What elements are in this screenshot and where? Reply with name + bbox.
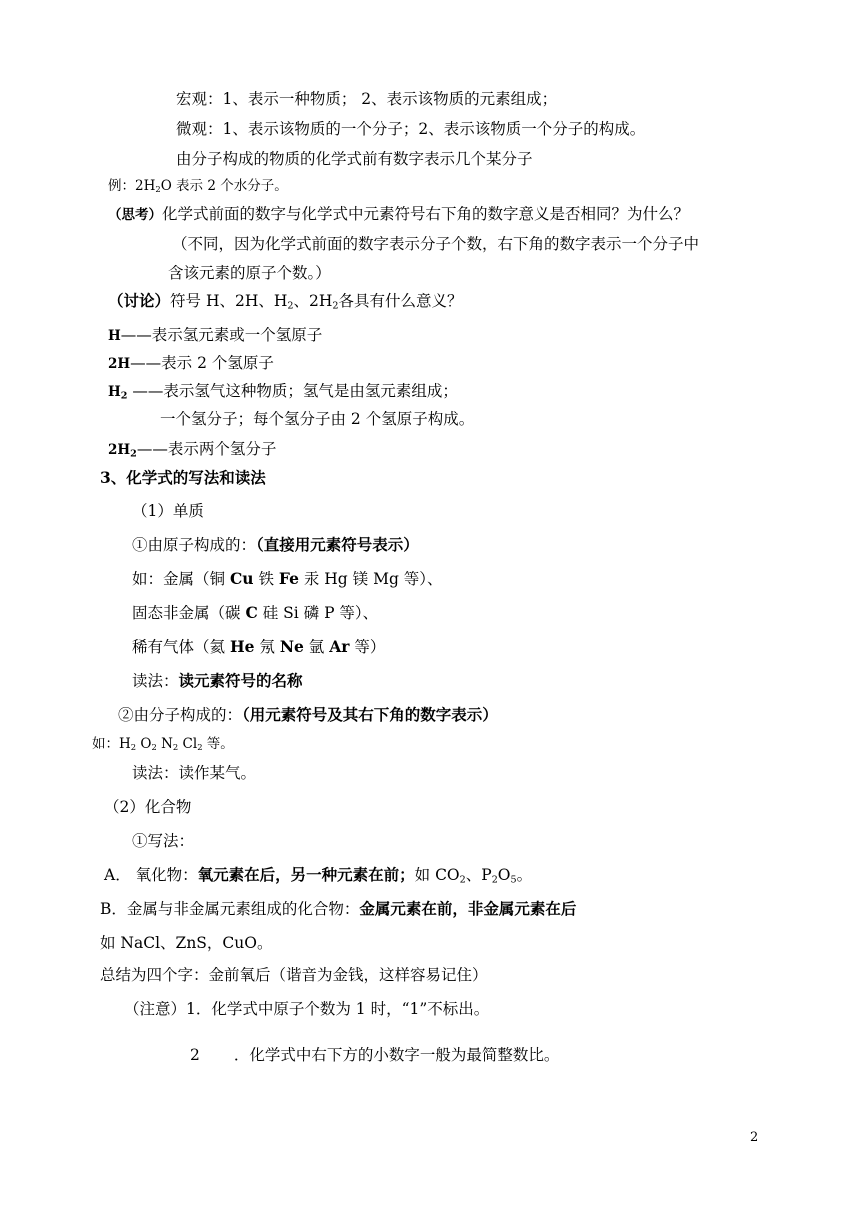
micro-meaning-line: 微观：1、表示该物质的一个分子；2、表示该物质一个分子的构成。	[176, 120, 646, 138]
section-heading: 3、化学式的写法和读法	[100, 468, 266, 487]
gas-reading-line: 读法：读作某气。	[132, 764, 257, 782]
molecule-example-line: 如：$H_2$ $O_2$ $N_2$ $Cl_2$ 等。	[92, 736, 234, 753]
2h2-meaning-line: $2H_2——$表示两个氢分子	[108, 440, 277, 460]
discuss-question-line: （讨论）符号 H、2H、$H_2$、$2H_2$各具有什么意义？	[108, 291, 463, 312]
page-number: 2	[750, 1130, 759, 1145]
h-meaning-line: H——表示氢元素或一个氢原子	[108, 326, 323, 344]
atom-built-line: ①由原子构成的：（直接用元素符号表示）	[132, 535, 419, 554]
molecule-built-line: ②由分子构成的：（用元素符号及其右下角的数字表示）	[118, 705, 498, 724]
note-line-2: 2 ．化学式中右下方的小数字一般为最简整数比。	[190, 1046, 560, 1064]
h2-meaning-line: $H_2$ ——表示氢气这种物质；氢气是由氢元素组成；	[108, 382, 458, 402]
noble-gas-example-line: 稀有气体（氦 He 氖 Ne 氩 Ar 等）	[132, 637, 386, 656]
h2-meaning-line-2: 一个氢分子；每个氢分子由 2 个氢原子构成。	[160, 410, 475, 428]
nonmetal-example-line: 固态非金属（碳 C 硅 Si 磷 P 等）、	[132, 603, 379, 622]
metal-nonmetal-rule-line: B．金属与非金属元素组成的化合物：金属元素在前，非金属元素在后	[100, 899, 577, 918]
summary-line: 总结为四个字：金前氧后（谐音为金钱，这样容易记住）	[100, 966, 488, 984]
2h-meaning-line: 2H——表示 2 个氢原子	[108, 354, 274, 372]
water-example-line: 例：$2H_2O$ 表示 2 个水分子。	[108, 178, 288, 195]
elemental-substance-heading: （1）单质	[132, 502, 204, 520]
think-question-line: （思考）化学式前面的数字与化学式中元素符号右下角的数字意义是否相同？为什么？	[108, 205, 690, 223]
compound-example-line: 如 NaCl、ZnS，CuO。	[100, 934, 273, 952]
macro-meaning-line: 宏观：1、表示一种物质； 2、表示该物质的元素组成；	[176, 90, 558, 108]
writing-method-line: ①写法：	[132, 832, 195, 850]
note-line-1: （注意）1．化学式中原子个数为 1 时，“1”不标出。	[124, 1000, 490, 1018]
metal-example-line: 如：金属（铜 Cu 铁 Fe 汞 Hg 镁 Mg 等）、	[132, 569, 443, 588]
molecule-number-line: 由分子构成的物质的化学式前有数字表示几个某分子	[176, 150, 533, 168]
think-answer-line-1: （不同，因为化学式前面的数字表示分子个数，右下角的数字表示一个分子中	[172, 235, 700, 253]
think-answer-line-2: 含该元素的原子个数。）	[168, 264, 331, 282]
oxide-rule-line: A． 氧化物：氧元素在后，另一种元素在前；如 $CO_2$、$P_2O_5$。	[104, 865, 533, 886]
compound-heading: （2）化合物	[104, 798, 192, 816]
reading-method-line: 读法：读元素符号的名称	[132, 671, 303, 690]
